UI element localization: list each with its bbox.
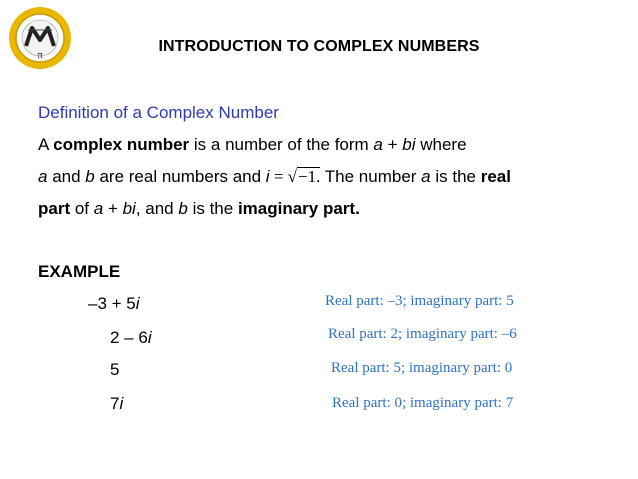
example-answer: Real part: 2; imaginary part: –6 bbox=[328, 326, 517, 342]
definition-line-1: A complex number is a number of the form a + bi where bbox=[38, 135, 467, 154]
example-number: 2 – 6i bbox=[110, 328, 152, 347]
sqrt-symbol: √ bbox=[287, 167, 298, 186]
page-title: INTRODUCTION TO COMPLEX NUMBERS bbox=[158, 38, 480, 55]
example-number: 7i bbox=[110, 394, 124, 413]
term-imaginary-part: imaginary part. bbox=[237, 199, 360, 218]
example-answer: Real part: 0; imaginary part: 7 bbox=[332, 395, 514, 411]
definition-heading: Definition of a Complex Number bbox=[38, 103, 279, 122]
svg-text:π: π bbox=[37, 49, 43, 61]
definition-line-2: a and b are real numbers and i = √−1. The number a is the real bbox=[38, 167, 511, 186]
example-answer: Real part: 5; imaginary part: 0 bbox=[331, 360, 513, 376]
definition-line-3: part of a + bi, and b is the imaginary part. bbox=[38, 199, 360, 218]
example-answer: Real part: –3; imaginary part: 5 bbox=[325, 293, 514, 309]
radicand: −1. bbox=[298, 167, 321, 186]
example-label: EXAMPLE bbox=[38, 262, 121, 281]
example-number: 5 bbox=[110, 360, 120, 379]
term-real: real bbox=[480, 167, 511, 186]
term-complex-number: complex number bbox=[53, 135, 190, 154]
example-number: –3 + 5i bbox=[88, 294, 140, 313]
